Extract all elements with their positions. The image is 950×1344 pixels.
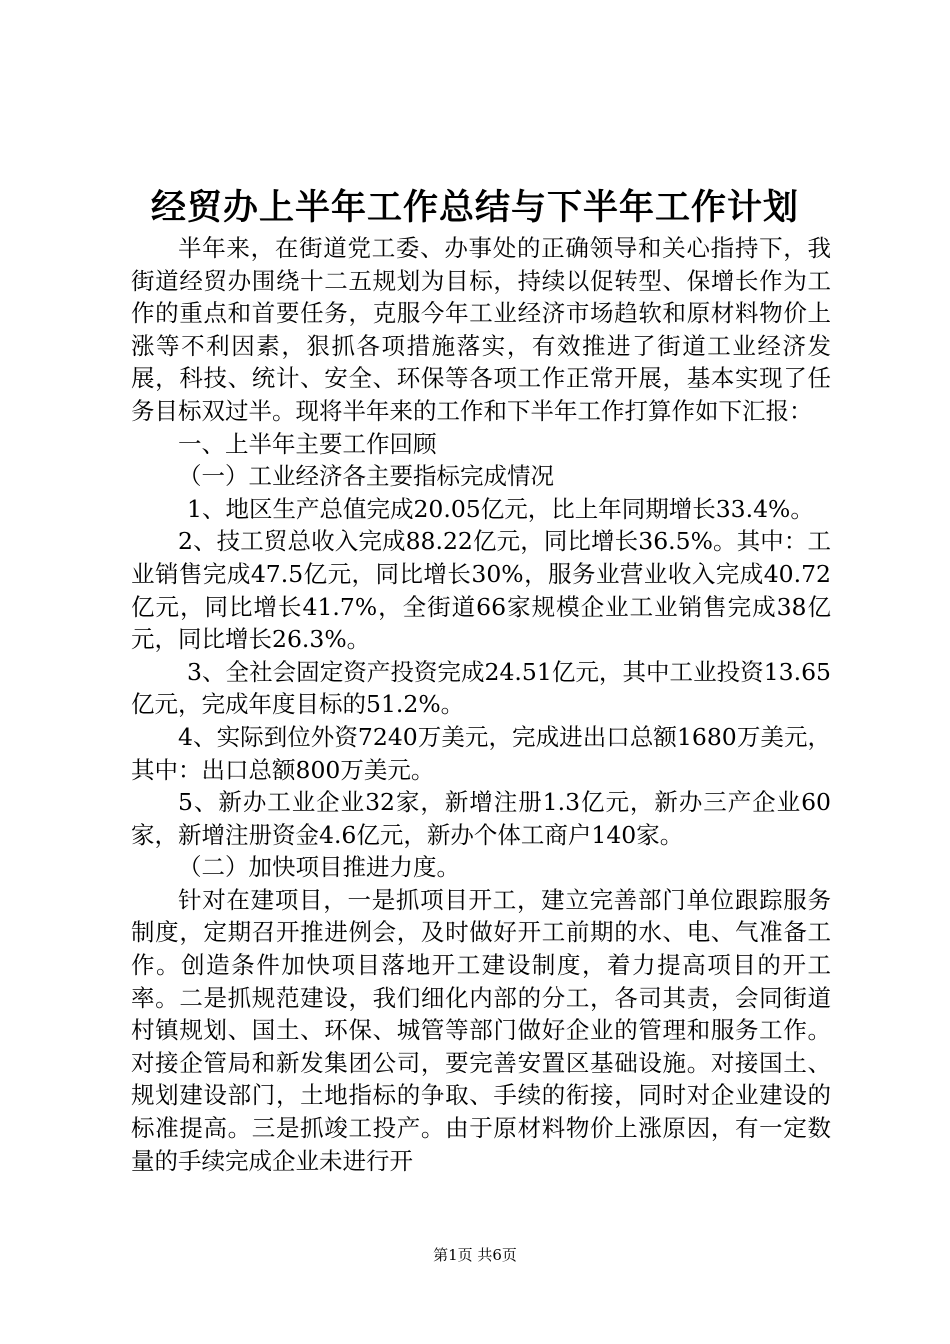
subsection-heading: （一）工业经济各主要指标完成情况 [178,462,554,491]
list-item: 5、新办工业企业32家，新增注册1.3亿元，新办三产企业60家，新增注册资金4.6亿元，新办个体工商户140家。 [131,788,831,849]
body-paragraph: 针对在建项目，一是抓项目开工，建立完善部门单位跟踪服务制度，定期召开推进例会，及时做好开工前期的水、电、气准备工作。创造条件加快项目落地开工建设制度，着力提高项目的开工率。二是抓规范建设，我们细化内部的分工，各司其责，会同街道村镇规划、国土、环保、城管等部门做好企业的管理和服务工作。对接企管局和新发集团公司，要完善安置区基础设施。对接国土、规划建设部门，土地指标的争取、手续的衔接，同时对企业建设的标准提高。三是抓竣工投产。由于原材料物价上涨原因，有一定数量的手续完成企业未进行开 [131,885,831,1175]
intro-paragraph: 半年来，在街道党工委、办事处的正确领导和关心指持下，我街道经贸办围绕十二五规划为目标，持续以促转型、保增长作为工作的重点和首要任务，克服今年工业经济市场趋软和原材料物价上涨等不利因素，狠抓各项措施落实，有效推进了街道工业经济发展，科技、统计、安全、环保等各项工作正常开展，基本实现了任务目标双过半。现将半年来的工作和下半年工作打算作如下汇报： [131,234,831,425]
list-item: 2、技工贸总收入完成88.22亿元，同比增长36.5%。其中：工业销售完成47.5亿元，同比增长30%，服务业营业收入完成40.72亿元，同比增长41.7%，全街道66家规模企业工业销售完成38亿元，同比增长26.3%。 [131,527,831,654]
list-item: 3、全社会固定资产投资完成24.51亿元，其中工业投资13.65亿元，完成年度目标的51.2%。 [131,657,831,719]
document-body [131,232,831,1177]
subsection-heading: （二）加快项目推进力度。 [178,853,460,882]
document-title: 经贸办上半年工作总结与下半年工作计划 [150,187,799,228]
page-number: 第1页 共6页 [433,1246,517,1264]
list-item: 1、地区生产总值完成20.05亿元，比上年同期增长33.4%。 [187,494,814,523]
section-heading: 一、上半年主要工作回顾 [178,429,437,458]
list-item: 4、实际到位外资7240万美元，完成进出口总额1680万美元，其中：出口总额800万美元。 [131,722,831,784]
